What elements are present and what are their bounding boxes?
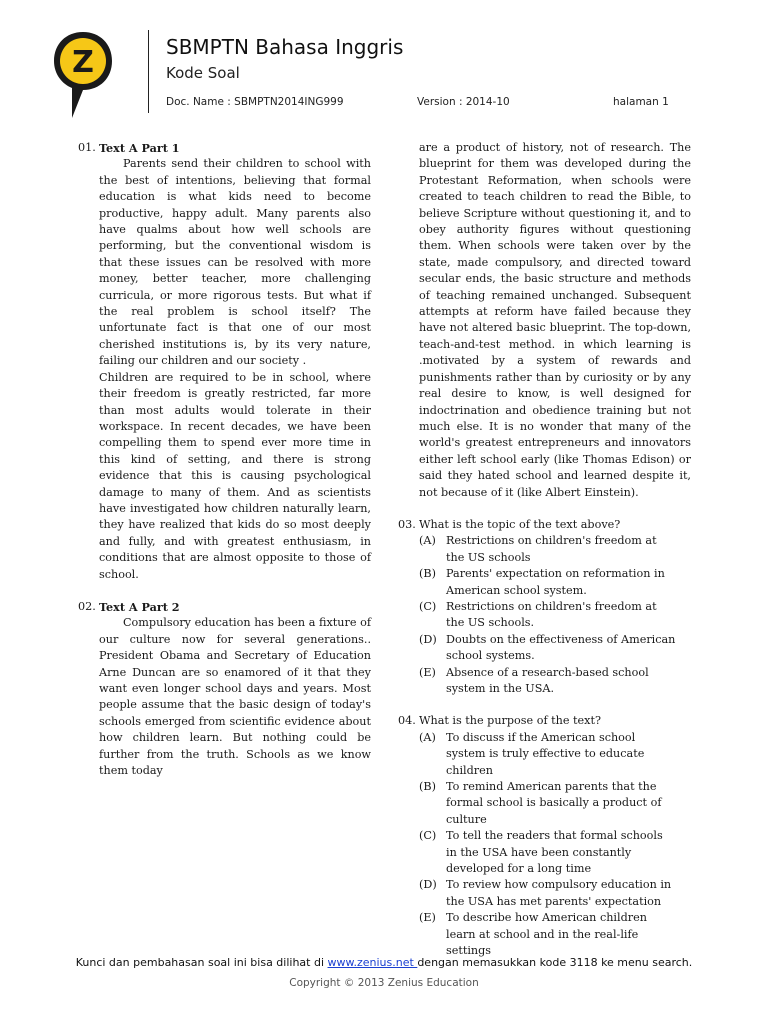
header-divider bbox=[148, 30, 149, 113]
answer-option[interactable] bbox=[419, 779, 691, 828]
footer-text: Kunci dan pembahasan soal ini bisa dilihat di bbox=[75, 956, 328, 969]
zenius-link[interactable]: www.zenius.net bbox=[327, 956, 418, 969]
option-text: Restrictions on children's freedom at the US schools. bbox=[446, 599, 657, 630]
answer-option[interactable] bbox=[419, 599, 691, 632]
question-number: 03. bbox=[398, 517, 416, 531]
passage-paragraph: Parents send their children to school with the best of intentions, believing that formal education is what kids need to become productive, happy adult. Many parents also have qualms about how well schools are performing, but the conventional wisdom is that these issues can be resolved with more money, better teacher, more challenging curricula, or more rigorous tests. But what if the real problem is school itself? The unfortunate fact is that one of our most cherished institutions is, by its very nature, failing our children and our society . bbox=[99, 157, 371, 368]
passage-paragraph: Compulsory education has been a fixture of our culture now for several generations.. President Obama and Secretary of Education Arne Duncan are so enamored of it that they want even longer school days and years. Most people assume that the basic design of today's schools emerged from scientific evidence about how children learn. But nothing could be further from the truth. Schools as we know them today bbox=[99, 616, 371, 778]
right-column bbox=[398, 140, 691, 960]
zenius-logo bbox=[52, 30, 114, 120]
option-label: (E) bbox=[419, 665, 436, 679]
footer-note bbox=[0, 956, 768, 969]
question-03-heading bbox=[398, 517, 691, 533]
option-text: Absence of a research-based school system in the USA. bbox=[446, 665, 649, 695]
option-text: To review how compulsory education in the USA has met parents' expectation bbox=[446, 878, 672, 908]
doc-name: Doc. Name : SBMPTN2014ING999 bbox=[166, 96, 344, 108]
left-column bbox=[78, 140, 371, 779]
option-label: (C) bbox=[419, 829, 437, 843]
answer-option[interactable] bbox=[419, 877, 691, 910]
option-text: To describe how American children learn at school and in the real-life settings bbox=[446, 911, 647, 958]
question-02-heading bbox=[78, 599, 371, 615]
question-title: Text A Part 2 bbox=[99, 599, 180, 614]
option-label: (D) bbox=[419, 632, 437, 646]
answer-options bbox=[398, 730, 691, 960]
document-header bbox=[0, 0, 768, 120]
answer-option[interactable] bbox=[419, 632, 691, 665]
footer-text: dengan memasukkan kode 3118 ke menu search. bbox=[417, 956, 693, 969]
question-number: 04. bbox=[398, 714, 416, 728]
question-number: 01. bbox=[78, 141, 96, 154]
logo-letter: Z bbox=[72, 45, 94, 80]
passage-paragraph: Children are required to be in school, where their freedom is greatly restricted, far more than most adults would tolerate in their workspace. In recent decades, we have been compelling them to spend ever more time in this kind of setting, and there is strong evidence that this is causing psychological damage to many of them. And as scientists have investigated how children naturally learn, they have realized that kids do so most deeply and fully, and with greatest enthusiasm, in conditions that are almost opposite to those of school. bbox=[99, 370, 371, 581]
option-label: (D) bbox=[419, 878, 437, 892]
answer-option[interactable] bbox=[419, 566, 691, 599]
question-number: 02. bbox=[78, 599, 96, 613]
continued-passage-space bbox=[398, 140, 691, 501]
answer-option[interactable] bbox=[419, 665, 691, 698]
option-text: To tell the readers that formal schools in the USA have been constantly developed for a long time bbox=[446, 829, 663, 876]
copyright: Copyright © 2013 Zenius Education bbox=[289, 977, 479, 989]
option-label: (B) bbox=[419, 780, 436, 794]
option-text: Restrictions on children's freedom at the US schools bbox=[446, 534, 657, 564]
option-label: (A) bbox=[419, 730, 436, 744]
option-label: (A) bbox=[419, 534, 436, 548]
answer-options bbox=[398, 533, 691, 697]
answer-option[interactable] bbox=[419, 828, 691, 877]
question-text: What is the topic of the text above? bbox=[419, 517, 621, 531]
option-text: To remind American parents that the formal school is basically a product of culture bbox=[446, 780, 662, 826]
doc-version: Version : 2014-10 bbox=[417, 96, 510, 108]
question-04-heading bbox=[398, 713, 691, 729]
option-text: Parents' expectation on reformation in American school system. bbox=[446, 567, 665, 597]
option-label: (B) bbox=[419, 567, 436, 581]
passage-paragraph-continued: are a product of history, not of research. The blueprint for them was developed during the Protestant Reformation, when schools were created to teach children to read the Bible, to believe Scripture without questioning it, and to obey authority figures without questioning them. When schools were taken over by the state, made compulsory, and directed toward secular ends, the basic structure and methods of teaching remained unchanged. Subsequent attempts at reform have failed because they have not altered basic blueprint. The top-down, teach-and-test method. in which learning is .motivated by a system of rewards and punishments rather than by curiosity or by any real desire to know, is well designed for indoctrination and obedience training but not much else. It is no wonder that many of the world's greatest entrepreneurs and innovators either left school early (like Thomas Edison) or said they hated school and learned despite it, not because of it (like Albert Einstein). bbox=[419, 141, 691, 499]
answer-option[interactable] bbox=[419, 910, 691, 959]
answer-option[interactable] bbox=[419, 533, 691, 566]
document-subtitle: Kode Soal bbox=[166, 64, 240, 82]
option-text: To discuss if the American school system is truly effective to educate children bbox=[446, 730, 645, 777]
question-text: What is the purpose of the text? bbox=[419, 714, 601, 728]
document-title: SBMPTN Bahasa Inggris bbox=[166, 35, 404, 59]
question-01-heading bbox=[78, 140, 371, 156]
option-label: (C) bbox=[419, 599, 437, 613]
question-title: Text A Part 1 bbox=[99, 141, 180, 155]
option-text: Doubts on the effectiveness of American school systems. bbox=[446, 632, 676, 663]
page-number: halaman 1 bbox=[613, 96, 669, 108]
option-label: (E) bbox=[419, 911, 436, 925]
answer-option[interactable] bbox=[419, 730, 691, 779]
